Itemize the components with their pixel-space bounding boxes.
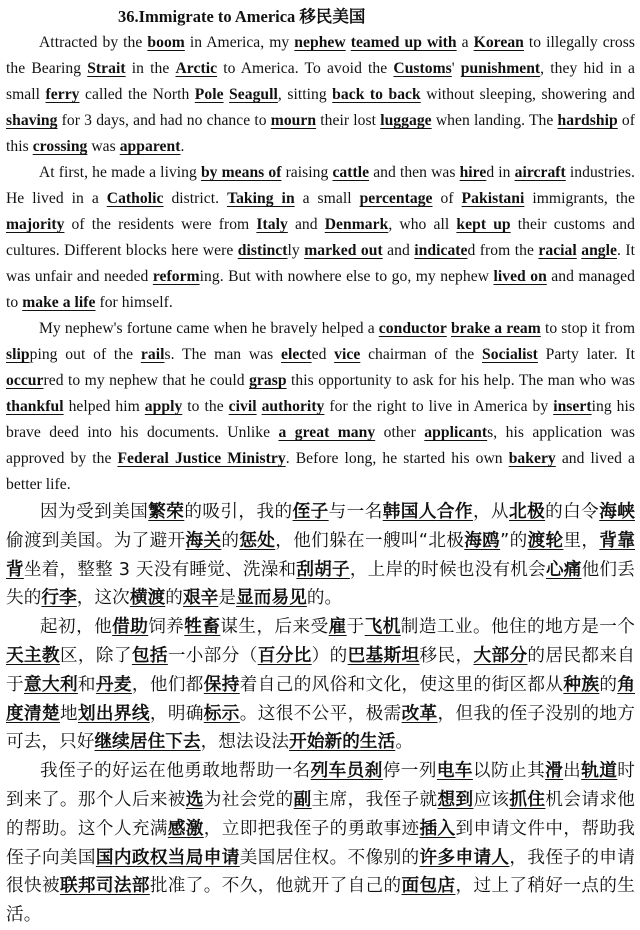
text-segment: . Before long, he started his own (285, 450, 509, 467)
text-segment: when landing. The (431, 112, 558, 129)
english-paragraph-3 (6, 316, 635, 498)
text-segment: 着自己的风俗和文化，使这里的街区都从 (239, 674, 564, 695)
text-segment: 的 (221, 530, 240, 551)
text-segment: ，这次 (76, 588, 130, 609)
vocabulary-term: 选 (185, 789, 204, 810)
vocabulary-term: a great many (278, 424, 376, 441)
text-segment: Party later. It (537, 346, 635, 363)
vocabulary-term: 牲畜 (184, 617, 221, 638)
text-segment: 停一列 (382, 761, 437, 782)
vocabulary-term: 显而易见 (236, 588, 307, 609)
vocabulary-term: brake a ream (450, 320, 541, 337)
vocabulary-term: 保持 (203, 674, 240, 695)
text-segment: ，他们躲在一艘叫“北极 (275, 530, 465, 551)
vocabulary-term: racial (538, 242, 577, 259)
text-segment: this opportunity to ask for his help. The man who was (286, 372, 635, 389)
vocabulary-term: make a life (22, 294, 96, 311)
text-segment: d in (486, 164, 515, 181)
vocabulary-term: 海鸥 (464, 530, 501, 551)
vocabulary-term: 面包店 (401, 876, 456, 897)
text-segment: s. The man was (164, 346, 282, 363)
vocabulary-term: cattle (332, 164, 370, 181)
text-segment: 主席，我侄子就 (311, 789, 438, 810)
vocabulary-term: 电车 (436, 761, 473, 782)
vocabulary-term: Catholic (106, 190, 164, 207)
vocabulary-term: kept up (456, 216, 511, 233)
text-segment: 应该 (473, 789, 510, 810)
chinese-paragraph-1 (6, 498, 635, 613)
text-segment: 制造工业。他住的地方是一个 (400, 617, 635, 638)
vocabulary-term: aircraft (514, 164, 566, 181)
text-segment: district. (163, 190, 228, 207)
vocabulary-term: 渡轮 (527, 530, 564, 551)
vocabulary-term: by means of (200, 164, 282, 181)
text-segment: 美国居住权。不像别的 (239, 847, 420, 868)
vocabulary-term: back to back (332, 86, 421, 103)
text-segment: 出 (563, 761, 582, 782)
text-segment: for himself. (95, 294, 173, 311)
text-segment: ，我侄子的申请很快被 (6, 847, 635, 897)
vocabulary-term: 巴基斯坦 (347, 645, 420, 666)
vocabulary-term: 背靠背 (6, 530, 636, 580)
vocabulary-term: 借助 (112, 617, 149, 638)
vocabulary-term: slip (6, 346, 30, 363)
text-segment: other (375, 424, 425, 441)
vocabulary-term: mourn (270, 112, 317, 129)
vocabulary-term: 惩处 (239, 530, 276, 551)
vocabulary-term: civil (228, 398, 257, 415)
text-segment: ，立即把我侄子的勇敢事迹 (203, 818, 420, 839)
vocabulary-term: Customs (393, 60, 452, 77)
vocabulary-term: 轨道 (581, 761, 618, 782)
vocabulary-term: Italy (256, 216, 288, 233)
document-title: 36.Immigrate to America 移民美国 (118, 7, 366, 26)
text-segment: 到申请文件中，帮助我侄子向美国 (6, 818, 636, 868)
vocabulary-term: 滑 (545, 761, 564, 782)
vocabulary-term: 丹麦 (95, 674, 132, 695)
text-segment: 区，除了 (59, 645, 132, 666)
text-segment: and (382, 242, 415, 259)
text-segment: ，过上了稍好一点的生活。 (6, 876, 635, 926)
vocabulary-term: elect (281, 346, 312, 363)
text-segment: ' (451, 60, 461, 77)
text-segment: red to my nephew that he could (43, 372, 250, 389)
vocabulary-term: 标示 (203, 703, 240, 724)
vocabulary-term: 北极 (509, 502, 546, 522)
vocabulary-term: distinct (237, 242, 288, 259)
vocabulary-term: Denmark (324, 216, 389, 233)
vocabulary-term: 刮胡子 (296, 559, 350, 580)
text-segment: in the (125, 60, 176, 77)
text-segment: My nephew's fortune came when he bravely helped a (39, 320, 379, 337)
vocabulary-term: 大部分 (473, 645, 528, 666)
vocabulary-term: reform (152, 268, 200, 285)
text-segment: . It was unfair and needed (6, 242, 636, 285)
text-segment: ping out of the (29, 346, 141, 363)
text-segment: without sleeping, showering and (420, 86, 636, 103)
text-segment: 坐着，整整 3 天没有睡觉、洗澡和 (23, 559, 297, 580)
vocabulary-term: 列车员 (310, 761, 365, 782)
english-paragraph-1 (6, 30, 635, 160)
text-segment: 于 (346, 617, 365, 638)
text-segment: ”的 (500, 530, 528, 551)
vocabulary-term: conductor (378, 320, 447, 337)
text-segment: in America, my (184, 34, 295, 51)
vocabulary-term: ferry (45, 86, 80, 103)
vocabulary-term: 感激 (167, 818, 204, 839)
vocabulary-term: 国内政权当局 (95, 847, 204, 868)
text-segment: 我侄子的好运在他勇敢地帮助一名 (40, 761, 311, 782)
text-segment: their customs and cultures. Different blocks here were (6, 216, 635, 259)
vocabulary-term: majority (6, 216, 65, 233)
text-segment: called the North (79, 86, 195, 103)
vocabulary-term: 飞机 (364, 617, 401, 638)
vocabulary-term: boom (147, 34, 185, 51)
vocabulary-term: 申请 (203, 847, 240, 868)
vocabulary-term: Pakistani (461, 190, 525, 207)
vocabulary-term: Seagull (229, 86, 278, 103)
vocabulary-term: 插入 (419, 818, 456, 839)
english-paragraph-2 (6, 160, 635, 316)
text-segment: for 3 days, and had no chance to (57, 112, 271, 129)
text-segment: ）的 (311, 645, 348, 666)
vocabulary-term: 继续居住下去 (94, 732, 201, 753)
text-segment: At first, he made a living (39, 164, 201, 181)
text-segment: 的 (165, 588, 183, 609)
text-segment: 饲养 (148, 617, 185, 638)
text-segment: 。这很不公平，极需 (239, 703, 402, 724)
vocabulary-term: occur (6, 372, 44, 389)
vocabulary-term: 角度 (6, 674, 636, 724)
vocabulary-term: Federal Justice Ministry (117, 450, 286, 467)
text-segment: to illegally cross the Bearing (6, 34, 636, 77)
vocabulary-term: hire (459, 164, 487, 181)
text-segment: ，想法设法 (200, 732, 290, 753)
text-segment: 偷渡到美国。为了避开 (6, 530, 186, 551)
vocabulary-term: 繁荣 (148, 502, 185, 522)
text-segment: raising (281, 164, 333, 181)
text-segment: 的居民都来自于 (6, 645, 636, 695)
vocabulary-term: teamed up with (350, 34, 457, 51)
vocabulary-term: insert (553, 398, 592, 415)
text-segment: helped him (63, 398, 145, 415)
text-segment: 与一名 (328, 502, 383, 522)
text-segment: 为社会党的 (203, 789, 294, 810)
text-segment: immigrants, the (524, 190, 635, 207)
text-segment: 的。 (306, 588, 343, 609)
text-segment: their lost (316, 112, 381, 129)
text-segment: and managed to (6, 268, 635, 311)
chinese-text (6, 498, 635, 930)
vocabulary-term: applicant (424, 424, 488, 441)
vocabulary-term: Arctic (175, 60, 218, 77)
vocabulary-term: 意大利 (23, 674, 78, 695)
text-segment: ed (311, 346, 335, 363)
text-segment: for the right to live in America by (324, 398, 554, 415)
vocabulary-term: 天主教 (6, 645, 60, 666)
text-segment: 谋生，后来受 (220, 617, 329, 638)
vocabulary-term: lived on (493, 268, 547, 285)
text-segment: 移民， (419, 645, 474, 666)
text-segment: 一小部分（ (167, 645, 258, 666)
text-segment: 的吸引，我的 (184, 502, 293, 522)
text-segment: 地 (59, 703, 78, 724)
vocabulary-term: punishment (460, 60, 541, 77)
vocabulary-term: 艰辛 (182, 588, 219, 609)
vocabulary-term: 合作 (436, 502, 473, 522)
text-segment: of the residents were from (64, 216, 257, 233)
vocabulary-term: grasp (249, 372, 287, 389)
vocabulary-term: 海关 (185, 530, 222, 551)
vocabulary-term: 划出界线 (77, 703, 150, 724)
text-segment: 的 (599, 674, 618, 695)
vocabulary-term: 种族 (563, 674, 600, 695)
vocabulary-term: rail (140, 346, 165, 363)
text-segment: to stop it from (540, 320, 635, 337)
text-segment: 批准了。不久，他就开了自己的 (149, 876, 402, 897)
vocabulary-term: Pole (194, 86, 224, 103)
text-segment: , sitting (277, 86, 333, 103)
vocabulary-term: shaving (6, 112, 58, 129)
vocabulary-term: 侄子 (292, 502, 329, 522)
text-segment: 因为受到美国 (40, 502, 149, 522)
text-segment: 和 (77, 674, 96, 695)
vocabulary-term: apply (144, 398, 183, 415)
text-segment: and lived a better life. (6, 450, 635, 493)
vocabulary-term: 联邦司法部 (59, 876, 150, 897)
text-segment: industries. He lived in a (6, 164, 635, 207)
text-segment: of (432, 190, 462, 207)
vocabulary-term: marked out (304, 242, 383, 259)
vocabulary-term: Strait (87, 60, 126, 77)
vocabulary-term: 抓住 (509, 789, 546, 810)
vocabulary-term: hardship (557, 112, 618, 129)
vocabulary-term: Taking in (227, 190, 295, 207)
text-segment: 时到来了。那个人后来被 (6, 761, 635, 810)
text-segment: was (87, 138, 120, 155)
vocabulary-term: 刹 (364, 761, 383, 782)
text-segment: ly (287, 242, 305, 259)
text-segment: , they hid in a small (6, 60, 635, 103)
vocabulary-term: luggage (380, 112, 432, 129)
vocabulary-term: 包括 (131, 645, 168, 666)
text-segment: 起初，他 (40, 617, 113, 638)
text-segment: of this (6, 112, 635, 155)
text-segment: 以防止其 (472, 761, 546, 782)
text-segment: 是 (218, 588, 237, 609)
vocabulary-term: 百分比 (257, 645, 312, 666)
text-segment: ，他们都 (131, 674, 204, 695)
text-segment: 机会请求他的帮助。这个人充满 (6, 789, 635, 839)
vocabulary-term: 副 (293, 789, 312, 810)
vocabulary-term: vice (334, 346, 361, 363)
vocabulary-term: 行李 (41, 588, 77, 609)
vocabulary-term: 心痛 (545, 559, 582, 580)
english-text (6, 30, 635, 498)
text-segment: ，上岸的时候也没有机会 (349, 559, 546, 580)
text-segment: ，明确 (149, 703, 204, 724)
chinese-paragraph-3 (6, 757, 635, 930)
vocabulary-term: 想到 (437, 789, 474, 810)
vocabulary-term: bakery (508, 450, 556, 467)
text-segment: Attracted by the (39, 34, 148, 51)
vocabulary-term: 改革 (401, 703, 438, 724)
text-segment: 。 (395, 732, 414, 753)
vocabulary-term: 韩国人 (382, 502, 437, 522)
vocabulary-term: indicate (414, 242, 468, 259)
text-segment: and then was (369, 164, 460, 181)
text-segment: d from the (467, 242, 539, 259)
vocabulary-term: Korean (473, 34, 524, 51)
vocabulary-term: authority (261, 398, 325, 415)
vocabulary-term: percentage (359, 190, 433, 207)
text-segment: a small (294, 190, 360, 207)
text-segment: ，从 (472, 502, 510, 522)
vocabulary-term: crossing (32, 138, 88, 155)
vocabulary-term: 横渡 (129, 588, 166, 609)
text-segment: ing. But with nowhere else to go, my nephew (199, 268, 494, 285)
vocabulary-term: angle (581, 242, 617, 259)
vocabulary-term: 许多申请人 (419, 847, 510, 868)
text-segment: to the (182, 398, 229, 415)
vocabulary-term: apparent (119, 138, 181, 155)
vocabulary-term: 海峡 (599, 502, 635, 522)
text-segment: ing his brave deed into his documents. Unlike (6, 398, 636, 441)
text-segment: 里， (563, 530, 600, 551)
vocabulary-term: Socialist (482, 346, 538, 363)
text-segment: 的白令 (545, 502, 600, 522)
vocabulary-term: 雇 (328, 617, 347, 638)
chinese-paragraph-2 (6, 613, 635, 757)
text-segment: ，但我的侄子没别的地方可去，只好 (6, 703, 636, 753)
text-segment: and (287, 216, 325, 233)
text-segment: to America. To avoid the (217, 60, 394, 77)
vocabulary-term: thankful (6, 398, 64, 415)
text-segment: a (456, 34, 474, 51)
text-segment: s, his application was approved by the (6, 424, 636, 467)
vocabulary-term: nephew (294, 34, 346, 51)
vocabulary-term: 开始新的生活 (289, 732, 396, 753)
text-segment: . (180, 138, 185, 155)
text-segment: 他们丢失的 (6, 559, 635, 609)
text-segment: , who all (388, 216, 457, 233)
text-segment: chairman of the (360, 346, 483, 363)
vocabulary-term: 清楚 (23, 703, 60, 724)
